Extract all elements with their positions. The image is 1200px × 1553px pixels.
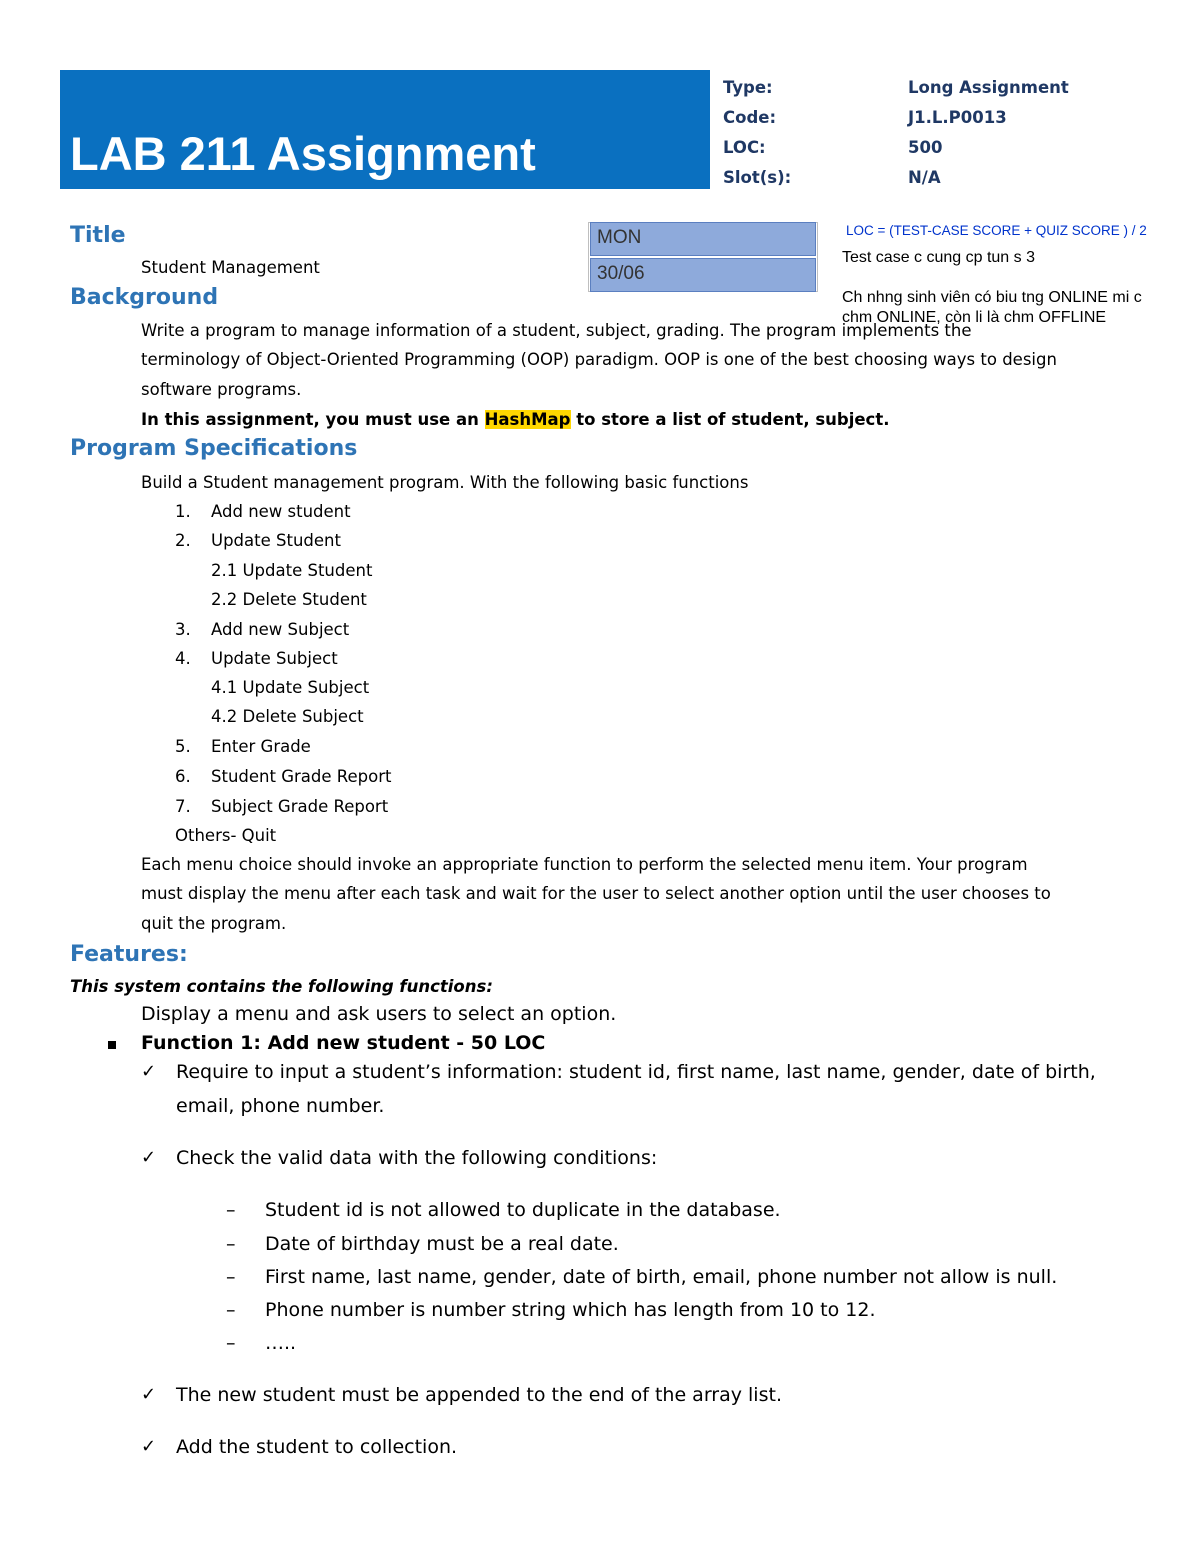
dash-icon: – [226,1332,236,1354]
condition-item: First name, last name, gender, date of birth, email, phone number not allow is null. [265,1266,1058,1288]
spec-subitem: 4.2 Delete Subject [211,707,364,726]
spec-subitem: 2.1 Update Student [211,561,373,580]
spec-others: Others- Quit [175,826,277,845]
meta-slot-label: Slot(s): [723,168,792,187]
online-note-line1: Ch nhng sinh viên có biu tng ONLINE mi c [842,289,1142,306]
features-heading: Features: [70,942,188,967]
dash-icon: – [226,1266,236,1288]
square-bullet-icon [108,1041,116,1049]
check-item: Check the valid data with the following conditions: [176,1147,658,1169]
background-heading: Background [70,285,219,310]
dash-icon: – [226,1233,236,1255]
specs-heading: Program Specifications [70,436,358,461]
check-item: Require to input a student’s information: student id, first name, last name, gender, date of birth, [176,1061,1096,1083]
spec-item: Update Student [211,531,341,550]
spec-item-num: 3. [175,620,191,639]
check-item-cont: email, phone number. [176,1095,385,1117]
condition-item: ….. [265,1332,297,1354]
meta-type-value: Long Assignment [908,78,1069,97]
meta-code-value: J1.L.P0013 [908,108,1007,127]
spec-item-num: 6. [175,767,191,786]
hashmap-requirement [141,410,890,429]
check-item: The new student must be appended to the end of the array list. [176,1384,782,1406]
spec-item: Add new Subject [211,620,350,639]
specs-closing-line: must display the menu after each task and wait for the user to select another option until the user chooses to [141,884,1051,903]
spec-item-num: 4. [175,649,191,668]
spec-item: Subject Grade Report [211,797,389,816]
title-text: Student Management [141,258,320,277]
online-note-line2: chm ONLINE, còn li là chm OFFLINE [842,309,1107,326]
spec-item: Add new student [211,502,351,521]
title-heading: Title [70,223,126,248]
check-icon: ✓ [141,1436,157,1457]
specs-intro: Build a Student management program. With the following basic functions [141,473,749,492]
check-item: Add the student to collection. [176,1436,458,1458]
condition-item: Date of birthday must be a real date. [265,1233,619,1255]
meta-slot-value: N/A [908,168,941,187]
page-title: LAB 211 Assignment [70,127,536,180]
meta-type-label: Type: [723,78,773,97]
hashmap-highlight: HashMap [484,410,571,429]
spec-item-num: 1. [175,502,191,521]
spec-item: Student Grade Report [211,767,392,786]
dash-icon: – [226,1199,236,1221]
day-box: MON [590,222,816,256]
spec-subitem: 4.1 Update Subject [211,678,370,697]
specs-closing-line: Each menu choice should invoke an appropriate function to perform the selected menu item. Your program [141,855,1028,874]
test-case-note: Test case c cung cp tun s 3 [842,249,1035,266]
meta-loc-value: 500 [908,138,943,157]
specs-closing-line: quit the program. [141,914,287,933]
check-icon: ✓ [141,1384,157,1405]
loc-formula-note: LOC = (TEST-CASE SCORE + QUIZ SCORE ) / 2 [846,223,1147,238]
features-subheading: This system contains the following functions: [70,977,493,996]
spec-subitem: 2.2 Delete Student [211,590,367,609]
hashmap-prefix: In this assignment, you must use an [141,410,485,429]
check-icon: ✓ [141,1147,157,1168]
background-line: terminology of Object-Oriented Programming (OOP) paradigm. OOP is one of the best choosing ways to design [141,350,1057,369]
spec-item-num: 2. [175,531,191,550]
spec-item-num: 5. [175,737,191,756]
condition-item: Phone number is number string which has length from 10 to 12. [265,1299,876,1321]
condition-item: Student id is not allowed to duplicate in the database. [265,1199,781,1221]
date-box: 30/06 [590,258,816,292]
spec-item: Enter Grade [211,737,311,756]
background-line: software programs. [141,380,302,399]
check-icon: ✓ [141,1061,157,1082]
function1-title: Function 1: Add new student - 50 LOC [141,1032,546,1054]
features-intro: Display a menu and ask users to select an option. [141,1003,617,1025]
spec-item: Update Subject [211,649,338,668]
meta-code-label: Code: [723,108,777,127]
dash-icon: – [226,1299,236,1321]
hashmap-suffix: to store a list of student, subject. [570,410,890,429]
meta-loc-label: LOC: [723,138,766,157]
spec-item-num: 7. [175,797,191,816]
background-line: Write a program to manage information of a student, subject, grading. The program implements the [141,321,972,340]
